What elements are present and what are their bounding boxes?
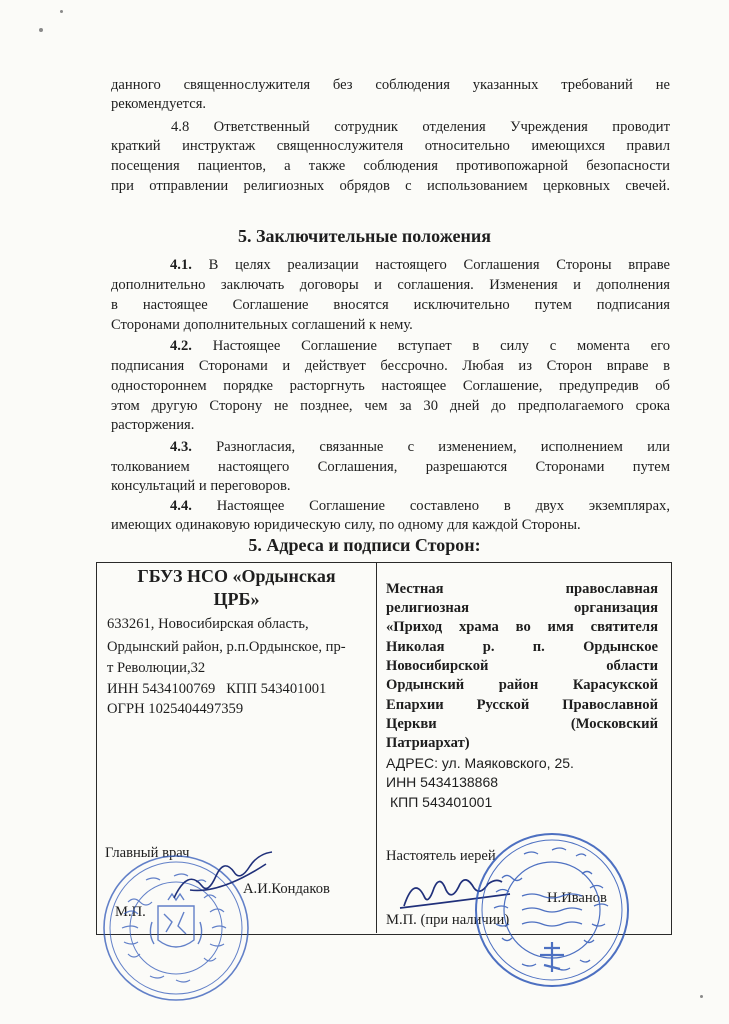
left-signature [170,850,280,910]
left-signer: А.И.Кондаков [243,881,330,897]
text-line: посещения пациентов, а также соблюдения противопожарной безопасности [111,158,670,174]
clause-text: В целях реализации настоящего Соглашения Стороны вправе [208,257,670,273]
text-line: этом другую Сторону не позднее, чем за 30 дней до предполагаемого срока [111,398,670,414]
section-heading: 5. Заключительные положения [238,226,491,246]
text-line: толкованием настоящего Соглашения, разрешаются Сторонами путем [111,459,670,475]
text-line: одностороннем порядке расторгнуть настоящее Соглашение, предупредив об [111,378,670,394]
right-position: Настоятель иерей [386,848,496,864]
right-org-line: Ордынский район Карасукской [386,677,658,693]
right-signer: Н.Иванов [547,890,607,906]
right-org-line: «Приход храма во имя святителя [386,619,658,635]
paragraph-line [170,438,670,458]
paragraph-line [170,337,670,357]
clause-number: 4.2. [170,338,192,354]
right-kpp: КПП 543401001 [390,794,493,810]
text-line: подписания Сторонами и действует бессрочно. Любая из Сторон вправе в [111,358,670,374]
left-address: Ордынский район, р.п.Ордынское, пр- [107,639,346,655]
table-divider [376,562,377,933]
left-inn-kpp [107,680,372,700]
text-line: краткий инструктаж священнослужителя относительно имеющихся правил [111,138,670,154]
left-address: 633261, Новосибирская область, [107,616,309,632]
scan-dot [39,28,43,32]
church-stamp [472,830,632,990]
paragraph-line [170,256,670,276]
right-org-line: Церкви (Московский [386,716,658,732]
right-mp: М.П. (при наличии) [386,912,510,928]
text-line: в настоящее Соглашение вносятся исключительно путем подписания [111,297,670,313]
clause-text: Настоящее Соглашение составлено в двух экземплярах, [216,498,670,514]
left-kpp: КПП 543401001 [226,681,327,697]
text-line: имеющих одинаковую юридическую силу, по одному для каждой Стороны. [111,517,581,533]
text-line: расторжения. [111,417,195,433]
clause-number: 4.1. [170,257,192,273]
clause-number: 4.4. [170,498,192,514]
clause-text: Разногласия, связанные с изменением, исполнением или [216,439,670,455]
right-org-line: Местная православная [386,581,658,597]
text-line: данного священнослужителя без соблюдения указанных требований не [111,77,670,93]
left-address: т Революции,32 [107,660,206,676]
section-heading: 5. Адреса и подписи Сторон: [248,535,481,555]
scan-dot [60,10,63,13]
right-org-line: Епархии Русской Православной [386,697,658,713]
left-org-name-2: ЦРБ» [213,589,260,609]
left-ogrn: ОГРН 1025404497359 [107,701,244,717]
right-address: АДРЕС: ул. Маяковского, 25. [386,755,574,771]
left-inn: ИНН 5434100769 [107,681,216,697]
right-org-line: Патриархат) [386,735,470,751]
right-org-line: Новосибирской области [386,658,658,674]
text-line: консультаций и переговоров. [111,478,291,494]
text-line: рекомендуется. [111,96,207,112]
text-line: при отправлении религиозных обрядов с использованием церковных свечей. [111,178,670,194]
left-org-name: ГБУЗ НСО «Ордынская [137,566,336,586]
paragraph-line [170,497,670,517]
right-org-line: религиозная организация [386,600,658,616]
left-position: Главный врач [105,845,190,861]
left-mp: М.П. [115,904,146,920]
clause-number: 4.3. [170,439,192,455]
text-line: 4.8 Ответственный сотрудник отделения Учреждения проводит [171,119,670,135]
clause-text: Настоящее Соглашение вступает в силу с момента его [212,338,670,354]
text-line: Сторонами дополнительных соглашений к нему. [111,317,413,333]
text-line: дополнительно заключать договоры и соглашения. Изменения и дополнения [111,277,670,293]
scan-dot [700,995,703,998]
right-org-line: Николая р. п. Ордынское [386,639,658,655]
right-inn: ИНН 5434138868 [386,774,499,790]
